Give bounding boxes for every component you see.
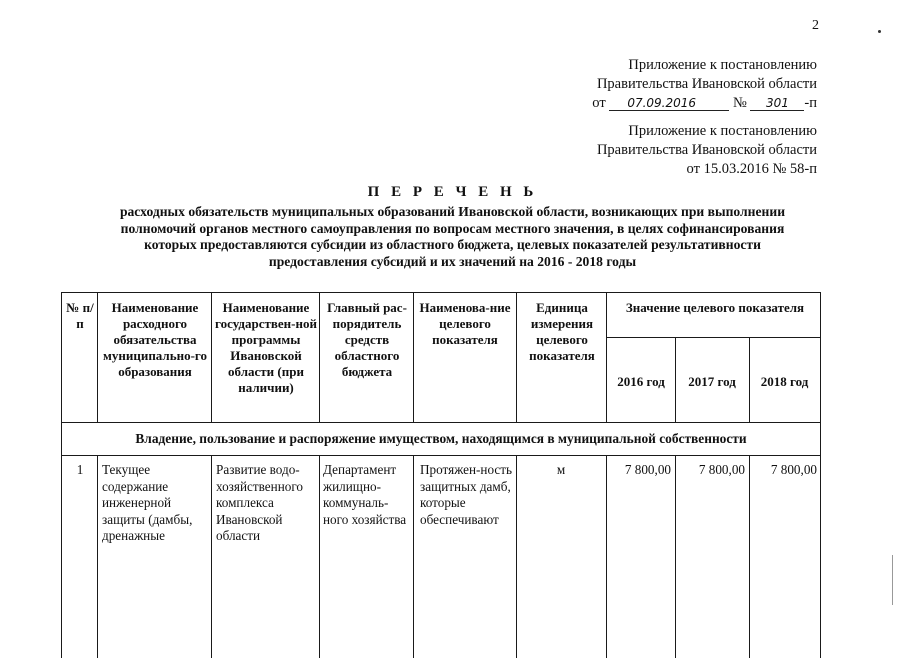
header-year-2017: 2017 год (688, 374, 736, 389)
header-unit: Единица измерения целевого показателя (529, 300, 595, 363)
handwritten-number: 301 (750, 96, 804, 111)
page-number: 2 (812, 18, 819, 33)
from-label: от (592, 95, 606, 111)
subtitle-line2: полномочий органов местного самоуправления по вопросам местного значения, в целях софинансирования (120, 220, 785, 236)
col-line-9 (820, 292, 821, 658)
header-obligation: Наименование расходного обязательства муниципально-го образования (103, 300, 207, 379)
col-line-5a (516, 292, 517, 422)
row1-value-2018: 7 800,00 (770, 462, 817, 477)
subtitle-line1: расходных обязательств муниципальных образований Ивановской области, возникающих при выполнении (119, 204, 786, 219)
col-line-4b (413, 455, 414, 658)
annex-previous-line3: от 15.03.2016 № 58-п (686, 161, 817, 177)
scan-edge-mark (892, 555, 893, 605)
header-manager: Главный рас-порядитель средств областного бюджета (327, 300, 407, 379)
header-number: № п/п (66, 300, 94, 331)
header-program: Наименование государствен-ной программы Ивановской области (при наличии) (215, 300, 317, 395)
row1-obligation: Текущее содержание инженерной защиты (дамбы, дренажные (102, 462, 193, 544)
document-subtitle (60, 204, 845, 270)
header-year-2016: 2016 год (617, 374, 665, 389)
row1-unit: м (556, 462, 566, 477)
header-bottom-line (61, 422, 821, 423)
col-line-6a (606, 292, 607, 422)
annex-previous-line2: Правительства Ивановской области (596, 142, 817, 158)
col-line-3b (319, 455, 320, 658)
row1-manager: Департамент жилищно-коммуналь-ного хозяйства (323, 462, 407, 527)
subtitle-line4: предоставления субсидий и их значений на 2016 - 2018 годы (268, 253, 637, 269)
annex-current-line1: Приложение к постановлению (628, 57, 817, 73)
annex-previous-line1: Приложение к постановлению (628, 123, 817, 139)
col-line-1a (97, 292, 98, 422)
handwritten-date: 07.09.2016 (609, 96, 729, 111)
number-suffix: -п (804, 95, 817, 111)
annex-current-line3 (592, 94, 817, 113)
row1-program: Развитие водо-хозяйственного комплекса Ивановской области (216, 462, 304, 544)
number-label: № (732, 95, 747, 111)
col-line-5b (516, 455, 517, 658)
scan-speck (878, 30, 881, 33)
col-line-2b (211, 455, 212, 658)
header-indicator: Наименова-ние целевого показателя (419, 300, 511, 347)
section-bottom-line (61, 455, 821, 456)
section-title: Владение, пользование и распоряжение имуществом, находящимся в муниципальной собственности (135, 431, 747, 446)
col-line-7b (675, 455, 676, 658)
annex-previous (597, 122, 817, 179)
col-line-2a (211, 292, 212, 422)
subtitle-line3: которых предоставляются субсидии из областного бюджета, целевых показателей результативности (144, 237, 761, 252)
year-header-divider (606, 337, 821, 338)
col-line-6b (606, 455, 607, 658)
header-year-2018: 2018 год (760, 374, 809, 389)
table-border-top (61, 292, 821, 293)
row1-value-2016: 7 800,00 (624, 462, 671, 477)
col-line-8b (749, 455, 750, 658)
annex-current (592, 56, 817, 113)
row1-indicator: Протяжен-ность защитных дамб, которые обеспечивают (420, 462, 513, 527)
col-line-4a (413, 292, 414, 422)
col-line-3a (319, 292, 320, 422)
row1-number: 1 (76, 462, 84, 477)
document-title: П Е Р Е Ч Е Н Ь (367, 184, 538, 200)
col-line-1b (97, 455, 98, 658)
row1-value-2017: 7 800,00 (698, 462, 745, 477)
header-target-values: Значение целевого показателя (625, 300, 805, 315)
annex-current-line2: Правительства Ивановской области (596, 76, 817, 92)
col-line-0 (61, 292, 62, 658)
indicator-table (61, 292, 821, 658)
